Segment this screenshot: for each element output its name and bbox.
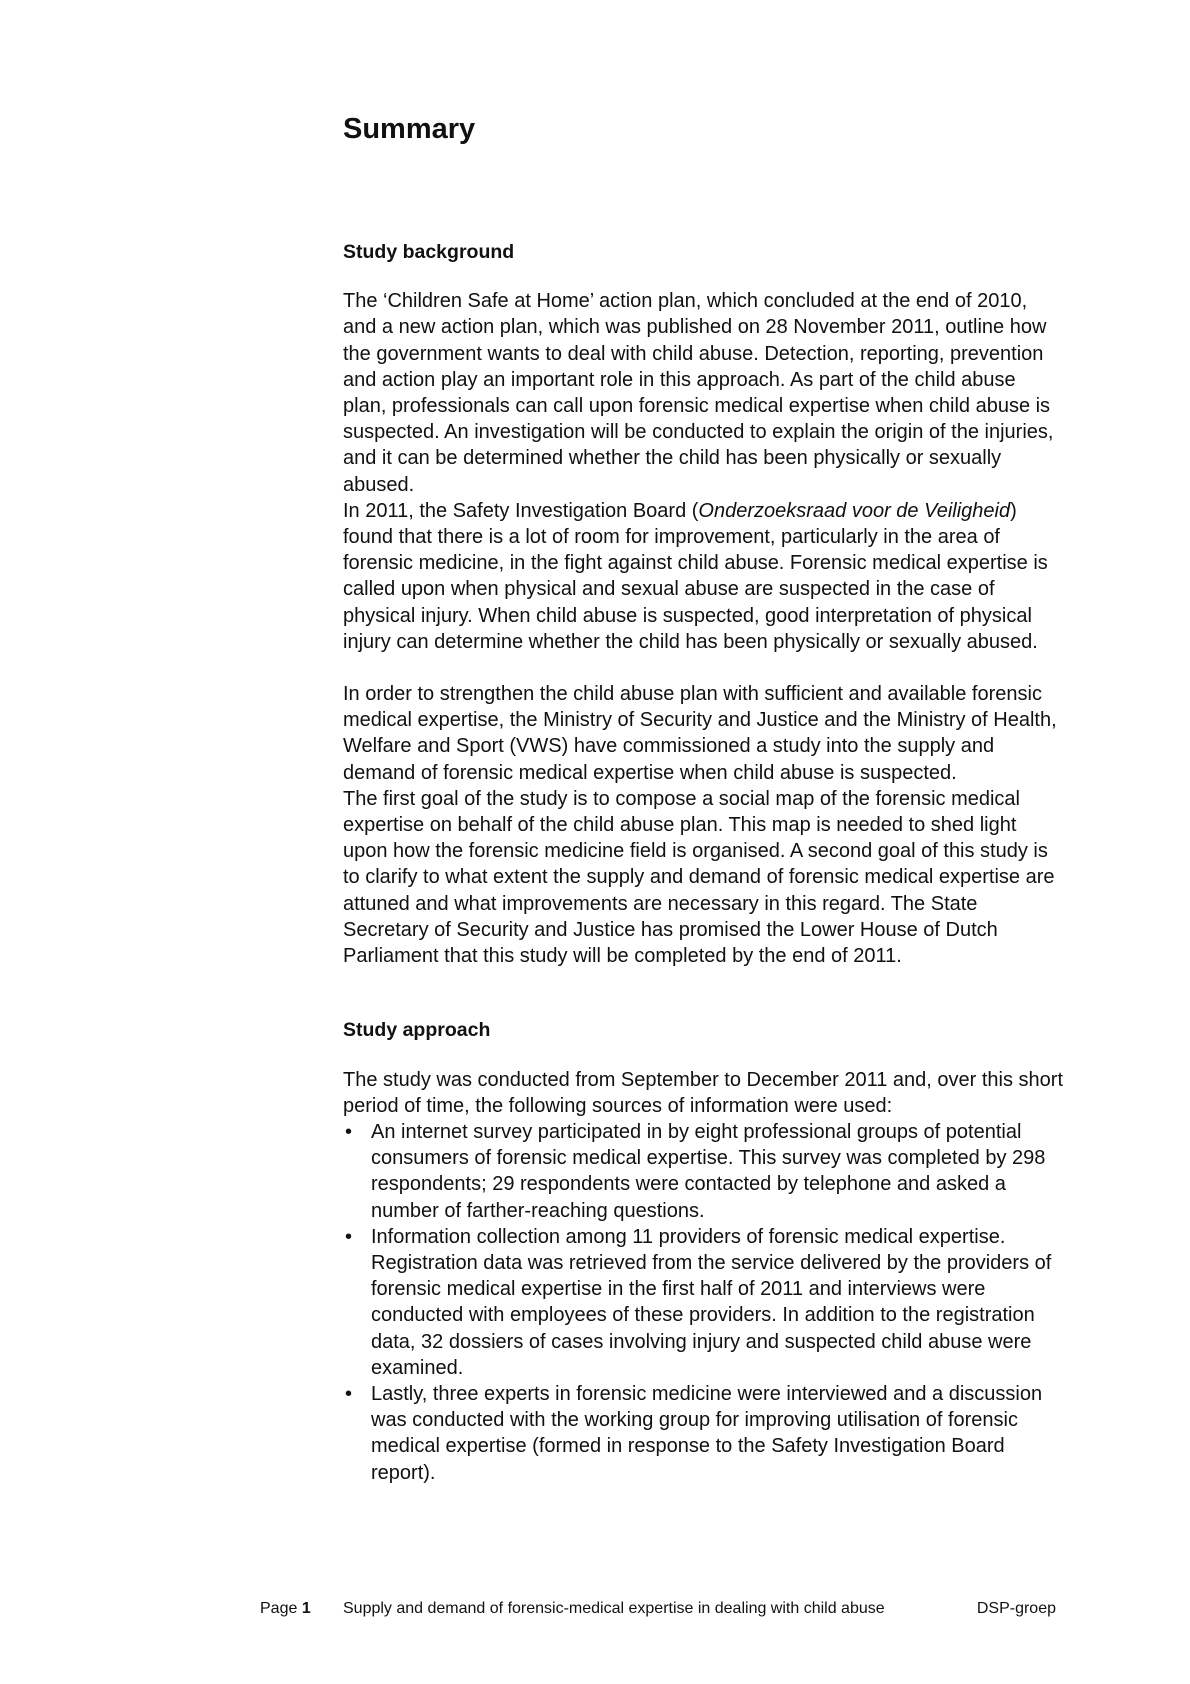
section-heading-study-background: Study background: [343, 240, 515, 263]
paragraph-safety-board: [343, 498, 1063, 655]
footer-page-label: Page: [260, 1600, 298, 1617]
section-heading-study-approach: Study approach: [343, 1019, 491, 1042]
footer-document-title: Supply and demand of forensic-medical expertise in dealing with child abuse: [343, 1600, 885, 1617]
list-item-text: An internet survey participated in by eight professional groups of potential consumers of forensic medical expertise. This survey was completed by 298 respondents; 29 respondents were contacted by telephone and asked a number of farther-reaching questions.: [371, 1120, 1046, 1222]
board-intro-text: In 2011, the Safety Investigation Board (: [343, 499, 699, 522]
board-close-text: ): [1010, 499, 1017, 522]
paragraph-commission: In order to strengthen the child abuse plan with sufficient and available forensic medical expertise, the Ministry of Security and Justice and the Ministry of Health, Welfare and Sport (VWS) have commissioned a study into the supply and demand of forensic medical expertise when child abuse is suspected.: [343, 682, 1057, 784]
footer-page-number: [260, 1599, 311, 1619]
board-dutch-name: Onderzoeksraad voor de Veiligheid: [698, 499, 1011, 522]
paragraph-action-plan: The ‘Children Safe at Home’ action plan, which concluded at the end of 2010, and a new action plan, which was published on 28 November 2011, outline how the government wants to deal with child abuse. Detection, reporting, prevention and action play an important role in this approach. As part of the child abuse plan, professionals can call upon forensic medical expertise when child abuse is suspected. An investigation will be conducted to explain the origin of the injuries, and it can be determined whether the child has been physically or sexually abused.: [343, 290, 1054, 496]
sources-list: [343, 1119, 1063, 1486]
document-body: [343, 112, 1063, 1486]
list-item: [343, 1224, 1063, 1381]
board-findings-text: found that there is a lot of room for improvement, particularly in the area of forensic medicine, in the fight against child abuse. Forensic medical expertise is called upon when physical and sexual abuse are suspected in the case of physical injury. When child abuse is suspected, good interpretation of physical injury can determine whether the child has been physically or sexually abused.: [343, 525, 1048, 653]
list-item-text: Lastly, three experts in forensic medicine were interviewed and a discussion was conducted with the working group for improving utilisation of forensic medical expertise (formed in response to the Safety Investigation Board report).: [371, 1383, 1043, 1484]
list-item-text: Information collection among 11 providers of forensic medical expertise. Registration data was retrieved from the service delivered by the providers of forensic medical expertise in the first half of 2011 and interviews were conducted with employees of these providers. In addition to the registration data, 32 dossiers of cases involving injury and suspected child abuse were examined.: [371, 1225, 1052, 1379]
list-item: [343, 1119, 1063, 1224]
footer-organization: DSP-groep: [976, 1600, 1056, 1617]
footer-page-value: 1: [301, 1600, 311, 1617]
paragraph-approach-intro: The study was conducted from September to December 2011 and, over this short period of time, the following sources of information were used:: [343, 1068, 1063, 1117]
page-title: Summary: [343, 113, 476, 145]
paragraph-goals: The first goal of the study is to compose a social map of the forensic medical expertise on behalf of the child abuse plan. This map is needed to shed light upon how the forensic medicine field is organised. A second goal of this study is to clarify to what extent the supply and demand of forensic medical expertise are attuned and what improvements are necessary in this regard. The State Secretary of Security and Justice has promised the Lower House of Dutch Parliament that this study will be completed by the end of 2011.: [343, 787, 1055, 968]
list-item: [343, 1381, 1063, 1486]
bullet-icon: •: [345, 1383, 353, 1405]
bullet-icon: •: [345, 1120, 353, 1143]
bullet-icon: •: [345, 1225, 353, 1248]
